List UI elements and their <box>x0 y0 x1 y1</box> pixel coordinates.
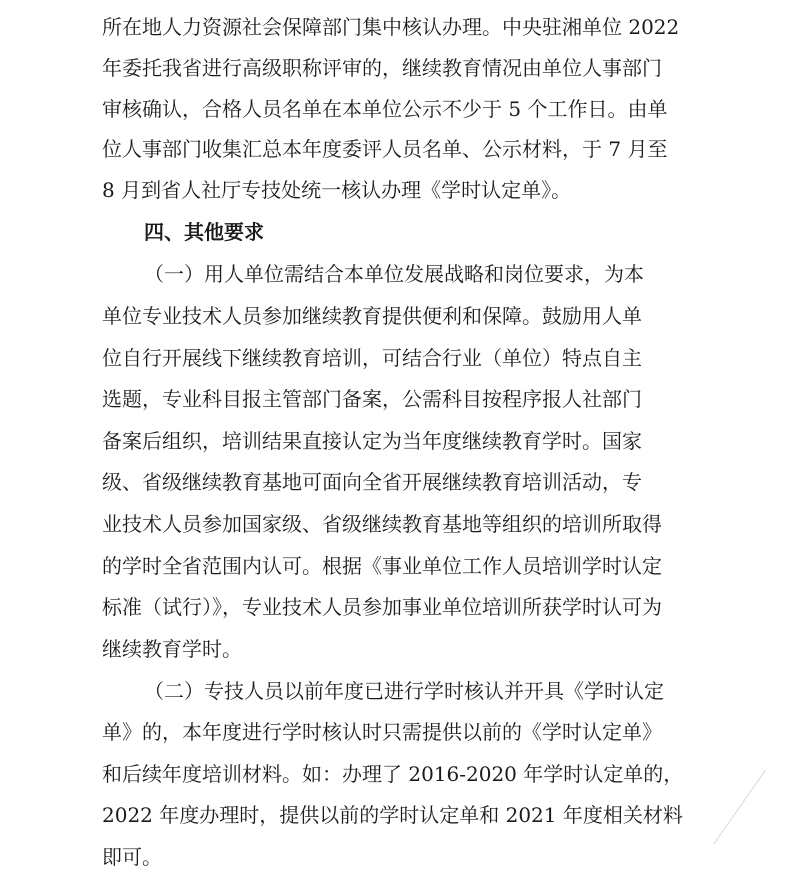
paragraph-line-7: 单位专业技术人员参加继续教育提供便利和保障。鼓励用人单 <box>102 304 642 328</box>
paragraph-line-6: （一）用人单位需结合本单位发展战略和岗位要求，为本 <box>144 262 644 286</box>
paragraph-line-1: 所在地人力资源社会保障部门集中核认办理。中央驻湘单位 2022 <box>102 15 680 39</box>
paragraph-line-3: 审核确认，合格人员名单在本单位公示不少于 5 个工作日。由单 <box>102 97 668 121</box>
paragraph-line-4: 位人事部门收集汇总本年度委评人员名单、公示材料，于 7 月至 <box>102 137 668 161</box>
paragraph-line-8: 位自行开展线下继续教育培训，可结合行业（单位）特点自主 <box>102 346 642 370</box>
paragraph-line-9: 选题，专业科目报主管部门备案，公需科目按程序报人社部门 <box>102 387 642 411</box>
paragraph-line-17: 单》的，本年度进行学时核认时只需提供以前的《学时认定单》 <box>102 720 662 744</box>
paragraph-line-18: 和后续年度培训材料。如：办理了 2016-2020 年学时认定单的， <box>102 762 684 786</box>
paragraph-line-5: 8 月到省人社厅专技处统一核认办理《学时认定单》。 <box>102 178 572 202</box>
paragraph-line-10: 备案后组织，培训结果直接认定为当年度继续教育学时。国家 <box>102 429 642 453</box>
paragraph-line-19: 2022 年度办理时，提供以前的学时认定单和 2021 年度相关材料 <box>102 803 683 827</box>
paragraph-line-2: 年委托我省进行高级职称评审的，继续教育情况由单位人事部门 <box>102 56 662 80</box>
paragraph-line-14: 标准（试行）》，专业技术人员参加事业单位培训所获学时认可为 <box>102 595 662 619</box>
paragraph-line-11: 级、省级继续教育基地可面向全省开展继续教育培训活动，专 <box>102 470 642 494</box>
paragraph-line-16: （二）专技人员以前年度已进行学时核认并开具《学时认定 <box>144 679 664 703</box>
paragraph-line-13: 的学时全省范围内认可。根据《事业单位工作人员培训学时认定 <box>102 554 662 578</box>
section-heading: 四、其他要求 <box>144 220 264 244</box>
paragraph-line-20: 即可。 <box>102 845 162 869</box>
paragraph-line-15: 继续教育学时。 <box>102 637 242 661</box>
paragraph-line-12: 业技术人员参加国家级、省级继续教育基地等组织的培训所取得 <box>102 512 662 536</box>
